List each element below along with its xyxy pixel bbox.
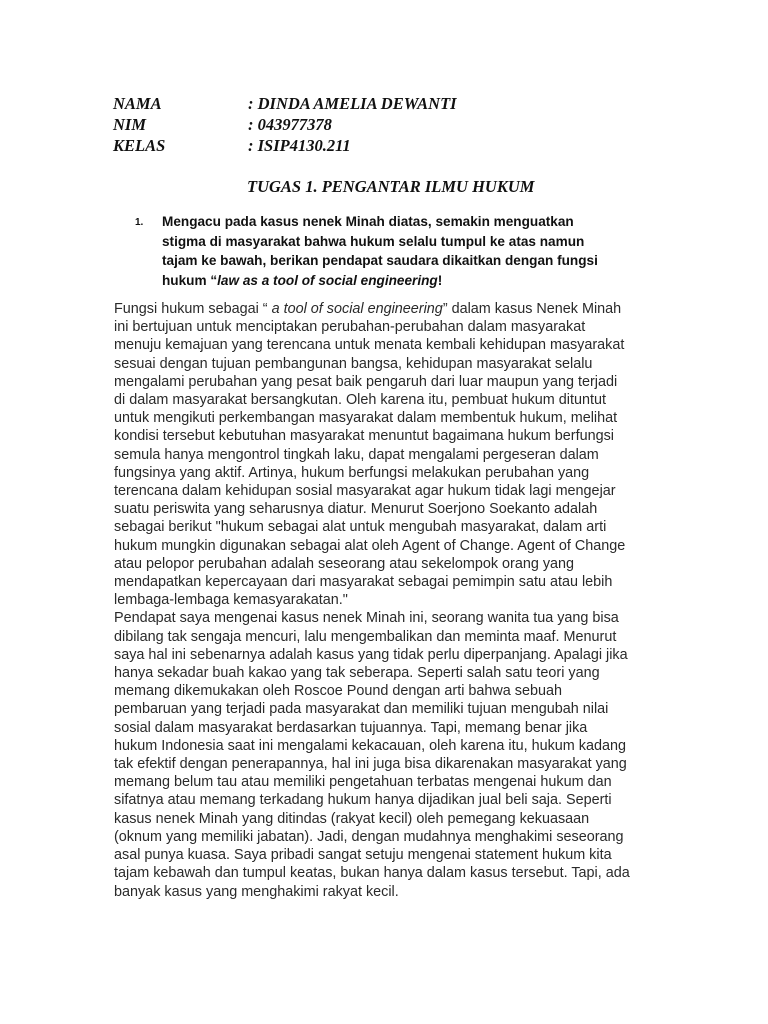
identity-value: : ISIP4130.211	[248, 136, 351, 155]
question-line-last	[162, 271, 657, 291]
student-identity	[113, 93, 457, 156]
answer-line: sosial dalam masyarakat berdasarkan tujuannya. Tapi, memang benar jika	[114, 719, 588, 736]
identity-label: KELAS	[113, 136, 166, 155]
answer-line: semula hanya mengontrol tingkah laku, dapat mengalami pergeseran dalam	[114, 446, 599, 463]
answer-line: lembaga-lembaga kemasyarakatan."	[114, 592, 348, 609]
answer-line: pembaruan yang terjadi pada masyarakat dan memiliki tujuan mengubah nilai	[114, 701, 609, 718]
answer-line: hanya sekadar buah kakao yang tak seberapa. Seperti salah satu teori yang	[114, 665, 600, 682]
answer-line: suatu periswita yang seharusnya diatur. Menurut Soerjono Soekanto adalah	[114, 501, 598, 518]
answer-text-prefix: Fungsi hukum sebagai “	[114, 301, 268, 317]
answer-line: menuju kemajuan yang terencana untuk menata kembali kehidupan masyarakat	[114, 337, 625, 354]
answer-text-suffix: ” dalam kasus Nenek Minah	[442, 301, 622, 317]
answer-line: tak efektif dengan penerapannya, hal ini juga bisa dikarenakan masyarakat yang	[114, 756, 627, 773]
identity-label: NAMA	[113, 94, 162, 113]
answer-line: di dalam masyarakat bersangkutan. Oleh karena itu, pembuat hukum dituntut	[114, 392, 606, 409]
identity-value: : 043977378	[248, 115, 332, 134]
question-text-prefix: hukum “	[162, 272, 218, 288]
question-text-suffix: !	[437, 272, 443, 288]
answer-line: kasus nenek Minah yang ditindas (rakyat kecil) oleh pemegang kekuasaan	[114, 810, 590, 827]
answer-line-first	[114, 300, 674, 318]
answer-line: ini bertujuan untuk menciptakan perubahan-perubahan dalam masyarakat	[114, 319, 586, 336]
answer-line: (oknum yang memiliki jabatan). Jadi, dengan mudahnya menghakimi seseorang	[114, 828, 624, 845]
identity-row-nama	[113, 93, 457, 114]
answer-line: kondisi tersebut kebutuhan masyarakat menuntut bagaimana hukum berfungsi	[114, 428, 614, 445]
answer-line: Pendapat saya mengenai kasus nenek Minah ini, seorang wanita tua yang bisa	[114, 610, 619, 627]
answer-line: untuk mengikuti perkembangan masyarakat dalam membentuk hukum, melihat	[114, 410, 618, 427]
answer-text	[114, 300, 674, 901]
answer-line: atau pelopor perubahan adalah seseorang atau sekelompok orang yang	[114, 555, 575, 572]
answer-lines	[114, 318, 674, 901]
answer-line: sesuai dengan tujuan pembangunan bangsa, kehidupan masyarakat selalu	[114, 355, 593, 372]
answer-line: fungsinya yang aktif. Artinya, hukum berfungsi melakukan perubahan yang	[114, 464, 590, 481]
answer-emphasis: a tool of social engineering	[267, 301, 443, 317]
question-text	[137, 212, 657, 290]
assignment-title: TUGAS 1. PENGANTAR ILMU HUKUM	[247, 177, 535, 196]
identity-value: : DINDA AMELIA DEWANTI	[248, 94, 457, 113]
answer-line: terencana dalam kehidupan sosial masyarakat agar hukum tidak lagi mengejar	[114, 483, 616, 500]
answer-line: memang belum tau atau memiliki pengetahuan terbatas mengenai hukum dan	[114, 774, 612, 791]
question-line: Mengacu pada kasus nenek Minah diatas, semakin menguatkan	[162, 214, 574, 229]
answer-line: banyak kasus yang menghakimi rakyat kecil.	[114, 883, 399, 900]
question-item	[137, 212, 657, 290]
answer-line: saya hal ini sebenarnya adalah kasus yang tidak perlu diperpanjang. Apalagi jika	[114, 646, 628, 663]
answer-line: hukum mungkin digunakan sebagai alat oleh Agent of Change. Agent of Change	[114, 537, 626, 554]
answer-line: memang dikemukakan oleh Roscoe Pound dengan arti bahwa sebuah	[114, 683, 563, 700]
answer-line: tajam kebawah dan tumpul keatas, bukan hanya dalam kasus tersebut. Tapi, ada	[114, 865, 630, 882]
answer-line: sebagai berikut "hukum sebagai alat untuk mengubah masyarakat, dalam arti	[114, 519, 607, 536]
answer-line: hukum Indonesia saat ini mengalami kekacauan, oleh karena itu, hukum kadang	[114, 737, 626, 754]
answer-line: sifatnya atau memang terkadang hukum hanya dijadikan jual beli saja. Seperti	[114, 792, 612, 809]
identity-row-kelas	[113, 135, 457, 156]
identity-label: NIM	[113, 115, 147, 134]
question-line: tajam ke bawah, berikan pendapat saudara dikaitkan dengan fungsi	[162, 253, 598, 268]
answer-line: mendapatkan kepercayaan dari masyarakat sebagai pemimpin satu atau lebih	[114, 574, 613, 591]
question-emphasis: law as a tool of social engineering	[217, 272, 438, 288]
question-number: 1.	[135, 217, 144, 228]
identity-row-nim	[113, 114, 457, 135]
answer-line: asal punya kuasa. Saya pribadi sangat setuju mengenai statement hukum kita	[114, 847, 612, 864]
question-line: stigma di masyarakat bahwa hukum selalu tumpul ke atas namun	[162, 233, 585, 249]
answer-line: dibilang tak sengaja mencuri, lalu mengembalikan dan meminta maaf. Menurut	[114, 628, 617, 645]
answer-line: mengalami perubahan yang pesat baik pengaruh dari luar maupun yang terjadi	[114, 373, 618, 390]
